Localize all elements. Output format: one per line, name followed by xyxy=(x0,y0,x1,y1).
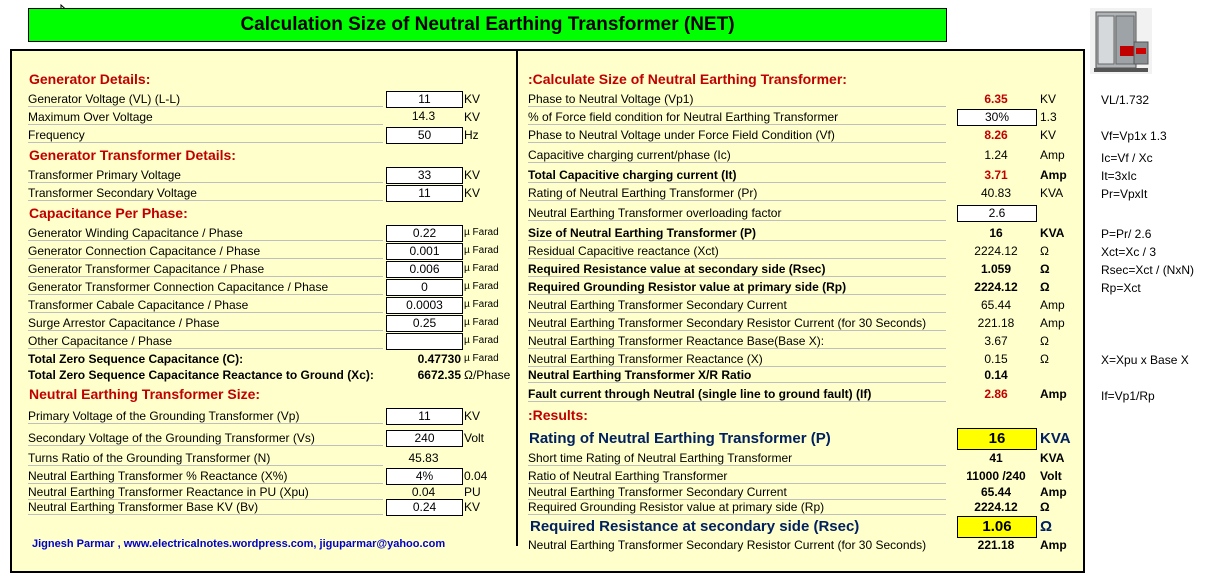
unit-label: KVA xyxy=(1040,451,1065,465)
net-size-row-label: Neutral Earthing Transformer Reactance in PU (Xpu) xyxy=(28,485,383,500)
unit-label: Hz xyxy=(464,128,479,142)
calc-value: 1.24 xyxy=(984,148,1008,162)
formula-note: If=Vp1/Rp xyxy=(1101,389,1155,403)
calc-value: 0.15 xyxy=(984,352,1008,366)
calc-row-label: Size of Neutral Earthing Transformer (P) xyxy=(528,226,946,241)
unit-label: µ Farad xyxy=(464,227,499,238)
result-value: 11000 /240 xyxy=(966,469,1026,483)
column-divider xyxy=(516,49,518,546)
unit-label: Ω xyxy=(1040,500,1050,514)
capacitance-row-label: Surge Arrestor Capacitance / Phase xyxy=(28,316,383,331)
page-title: Calculation Size of Neutral Earthing Transformer (NET) xyxy=(28,8,947,42)
net-size-row-label: Primary Voltage of the Grounding Transformer (Vp) xyxy=(28,409,383,424)
total-capacitance-label: Total Zero Sequence Capacitance (C): xyxy=(28,352,244,366)
unit-label: Volt xyxy=(464,431,485,445)
calc-value: 2224.12 xyxy=(974,280,1018,294)
net-size-value-field[interactable]: 240 xyxy=(386,430,463,447)
unit-label: Amp xyxy=(1040,316,1065,330)
net-size-value: 0.04 xyxy=(411,485,436,499)
section-header-generator: Generator Details: xyxy=(29,71,151,87)
calc-value: 3.71 xyxy=(984,168,1008,182)
section-header-results: :Results: xyxy=(528,407,588,423)
section-header-calculate: :Calculate Size of Neutral Earthing Transformer: xyxy=(528,71,847,87)
total-capacitance-value: 0.47730 xyxy=(417,352,461,366)
calc-row-label: Neutral Earthing Transformer Reactance (X) xyxy=(528,352,946,367)
unit-label: Amp xyxy=(1040,538,1067,552)
capacitance-row-label: Generator Transformer Capacitance / Phase xyxy=(28,262,383,277)
result-rating-value: 16 xyxy=(957,428,1037,450)
calc-input-field[interactable]: 2.6 xyxy=(957,205,1037,222)
section-header-capacitance: Capacitance Per Phase: xyxy=(29,205,188,221)
calc-row-label: Rating of Neutral Earthing Transformer (Pr) xyxy=(528,186,946,201)
calc-value: 65.44 xyxy=(980,298,1012,312)
total-reactance-value: 6672.35 xyxy=(417,368,461,382)
capacitance-value-field[interactable]: 0.006 xyxy=(386,261,463,278)
generator-value-field[interactable]: 50 xyxy=(386,127,463,144)
result-row-label: Ratio of Neutral Earthing Transformer xyxy=(528,469,946,484)
unit-label: Volt xyxy=(1040,469,1062,483)
unit-label: Ω/Phase xyxy=(464,368,511,382)
transformer-value-field[interactable]: 11 xyxy=(386,185,463,202)
calc-row-label: Required Resistance value at secondary side (Rsec) xyxy=(528,262,946,277)
net-size-value: 45.83 xyxy=(408,451,439,465)
result-row-label: Neutral Earthing Transformer Secondary Current xyxy=(528,485,946,500)
unit-label: µ Farad xyxy=(464,245,499,256)
unit-label: KV xyxy=(1040,92,1057,106)
unit-label: Ω xyxy=(1040,244,1049,258)
transformer-value-field[interactable]: 33 xyxy=(386,167,463,184)
calc-value: 3.67 xyxy=(984,334,1008,348)
result-rating-label: Rating of Neutral Earthing Transformer (P) xyxy=(529,430,831,447)
result-value: 2224.12 xyxy=(974,500,1018,514)
unit-label: Ω xyxy=(1040,280,1050,294)
unit-label: µ Farad xyxy=(464,317,499,328)
capacitance-row-label: Generator Winding Capacitance / Phase xyxy=(28,226,383,241)
formula-note: Vf=Vp1x 1.3 xyxy=(1101,129,1167,143)
result-rsec-label: Required Resistance at secondary side (Rsec) xyxy=(530,518,860,535)
result-row-label: Neutral Earthing Transformer Secondary Resistor Current (for 30 Seconds) xyxy=(528,538,927,552)
unit-label: µ Farad xyxy=(464,353,499,364)
net-size-row-label: Secondary Voltage of the Grounding Transformer (Vs) xyxy=(28,431,383,446)
unit-label: Amp xyxy=(1040,298,1065,312)
calc-row-label: Neutral Earthing Transformer Secondary Current xyxy=(528,298,946,313)
capacitance-row-label: Transformer Cabale Capacitance / Phase xyxy=(28,298,383,313)
net-size-value-field[interactable]: 0.24 xyxy=(386,499,463,516)
unit-label: 0.04 xyxy=(464,469,488,483)
unit-label: Ω xyxy=(1040,334,1049,348)
generator-value-field[interactable]: 11 xyxy=(386,91,463,108)
calc-value: 6.35 xyxy=(984,92,1008,106)
calc-row-label: Total Capacitive charging current (It) xyxy=(528,168,946,183)
calc-value: 16 xyxy=(989,226,1003,240)
formula-note: Pr=VpxIt xyxy=(1101,187,1148,201)
result-rsec-value: 1.06 xyxy=(957,516,1037,538)
capacitance-value-field[interactable]: 0 xyxy=(386,279,463,296)
calc-value: 8.26 xyxy=(984,128,1008,142)
unit-label: KV xyxy=(464,500,481,514)
total-reactance-label: Total Zero Sequence Capacitance Reactance to Ground (Xc): xyxy=(28,368,374,382)
result-rating-unit: KVA xyxy=(1040,430,1071,447)
result-value: 41 xyxy=(989,451,1003,465)
transformer-row-label: Transformer Secondary Voltage xyxy=(28,186,383,201)
calc-value: 1.059 xyxy=(980,262,1012,276)
calc-row-label: Fault current through Neutral (single line to ground fault) (If) xyxy=(528,387,946,402)
transformer-cabinet-icon xyxy=(1090,8,1152,74)
net-size-row-label: Neutral Earthing Transformer Base KV (Bv) xyxy=(28,500,383,515)
capacitance-value-field[interactable]: 0.001 xyxy=(386,243,463,260)
unit-label: KV xyxy=(464,168,481,182)
capacitance-row-label: Generator Transformer Connection Capacitance / Phase xyxy=(28,280,383,295)
unit-label: Ω xyxy=(1040,262,1050,276)
unit-label: µ Farad xyxy=(464,263,499,274)
unit-label: KVA xyxy=(1040,226,1065,240)
unit-label: KV xyxy=(464,186,481,200)
calc-row-label: Neutral Earthing Transformer X/R Ratio xyxy=(528,368,946,383)
transformer-row-label: Transformer Primary Voltage xyxy=(28,168,383,183)
generator-value-field: 14.3 xyxy=(411,109,436,123)
result-row-label: Short time Rating of Neutral Earthing Transformer xyxy=(528,451,946,466)
calc-row-label: Neutral Earthing Transformer overloading factor xyxy=(528,206,946,221)
result-rsec-unit: Ω xyxy=(1040,518,1053,535)
calc-row-label: Phase to Neutral Voltage (Vp1) xyxy=(528,92,946,107)
unit-label: Amp xyxy=(1040,387,1067,401)
generator-row-label: Maximum Over Voltage xyxy=(28,110,383,125)
generator-row-label: Generator Voltage (VL) (L-L) xyxy=(28,92,383,107)
section-header-net-size: Neutral Earthing Transformer Size: xyxy=(29,386,261,402)
formula-note: Rsec=Xct / (NxN) xyxy=(1101,263,1195,277)
unit-label: µ Farad xyxy=(464,299,499,310)
capacitance-value-field[interactable] xyxy=(386,333,463,350)
calc-row-label: Phase to Neutral Voltage under Force Field Condition (Vf) xyxy=(528,128,946,143)
unit-label: 1.3 xyxy=(1040,110,1057,124)
formula-note: P=Pr/ 2.6 xyxy=(1101,227,1152,241)
unit-label: PU xyxy=(464,485,481,499)
calc-row-label: Capacitive charging current/phase (Ic) xyxy=(528,148,946,163)
capacitance-row-label: Other Capacitance / Phase xyxy=(28,334,383,349)
formula-note: Rp=Xct xyxy=(1101,281,1141,295)
unit-label: Ω xyxy=(1040,352,1049,366)
calc-row-label: % of Force field condition for Neutral Earthing Transformer xyxy=(528,110,946,125)
unit-label: µ Farad xyxy=(464,335,499,346)
formula-note: X=Xpu x Base X xyxy=(1101,353,1189,367)
result-row-label: Required Grounding Resistor value at primary side (Rp) xyxy=(528,500,946,515)
capacitance-value-field[interactable]: 0.0003 xyxy=(386,297,463,314)
unit-label: KVA xyxy=(1040,186,1064,200)
calc-value: 40.83 xyxy=(980,186,1012,200)
calc-row-label: Required Grounding Resistor value at primary side (Rp) xyxy=(528,280,946,295)
calc-row-label: Neutral Earthing Transformer Secondary Resistor Current (for 30 Seconds) xyxy=(528,316,946,331)
calc-value: 2224.12 xyxy=(974,244,1018,258)
unit-label: µ Farad xyxy=(464,281,499,292)
capacitance-value-field[interactable]: 0.25 xyxy=(386,315,463,332)
calc-value: 2.86 xyxy=(984,387,1008,401)
formula-note: Ic=Vf / Xc xyxy=(1101,151,1153,165)
result-value: 65.44 xyxy=(980,485,1012,499)
net-size-row-label: Turns Ratio of the Grounding Transformer (N) xyxy=(28,451,383,466)
calc-value: 0.14 xyxy=(984,368,1008,382)
unit-label: KV xyxy=(464,110,481,124)
result-value: 221.18 xyxy=(977,538,1015,552)
capacitance-row-label: Generator Connection Capacitance / Phase xyxy=(28,244,383,259)
generator-row-label: Frequency xyxy=(28,128,383,143)
net-size-value-field[interactable]: 11 xyxy=(386,408,463,425)
section-header-generator-transformer: Generator Transformer Details: xyxy=(29,147,236,163)
calc-row-label: Neutral Earthing Transformer Reactance Base(Base X): xyxy=(528,334,946,349)
calc-row-label: Residual Capacitive reactance (Xct) xyxy=(528,244,946,259)
unit-label: KV xyxy=(1040,128,1057,142)
formula-note: VL/1.732 xyxy=(1101,93,1150,107)
unit-label: KV xyxy=(464,92,481,106)
formula-note: Xct=Xc / 3 xyxy=(1101,245,1157,259)
formula-note: It=3xIc xyxy=(1101,169,1137,183)
author-credit: Jignesh Parmar , www.electricalnotes.wordpress.com, jiguparmar@yahoo.com xyxy=(32,538,446,550)
capacitance-value-field[interactable]: 0.22 xyxy=(386,225,463,242)
unit-label: KV xyxy=(464,409,481,423)
unit-label: Amp xyxy=(1040,485,1067,499)
calc-value: 221.18 xyxy=(977,316,1015,330)
calc-input-field[interactable]: 30% xyxy=(957,109,1037,126)
net-size-value-field[interactable]: 4% xyxy=(386,468,463,485)
unit-label: Amp xyxy=(1040,148,1065,162)
net-size-row-label: Neutral Earthing Transformer % Reactance (X%) xyxy=(28,469,383,484)
unit-label: Amp xyxy=(1040,168,1067,182)
